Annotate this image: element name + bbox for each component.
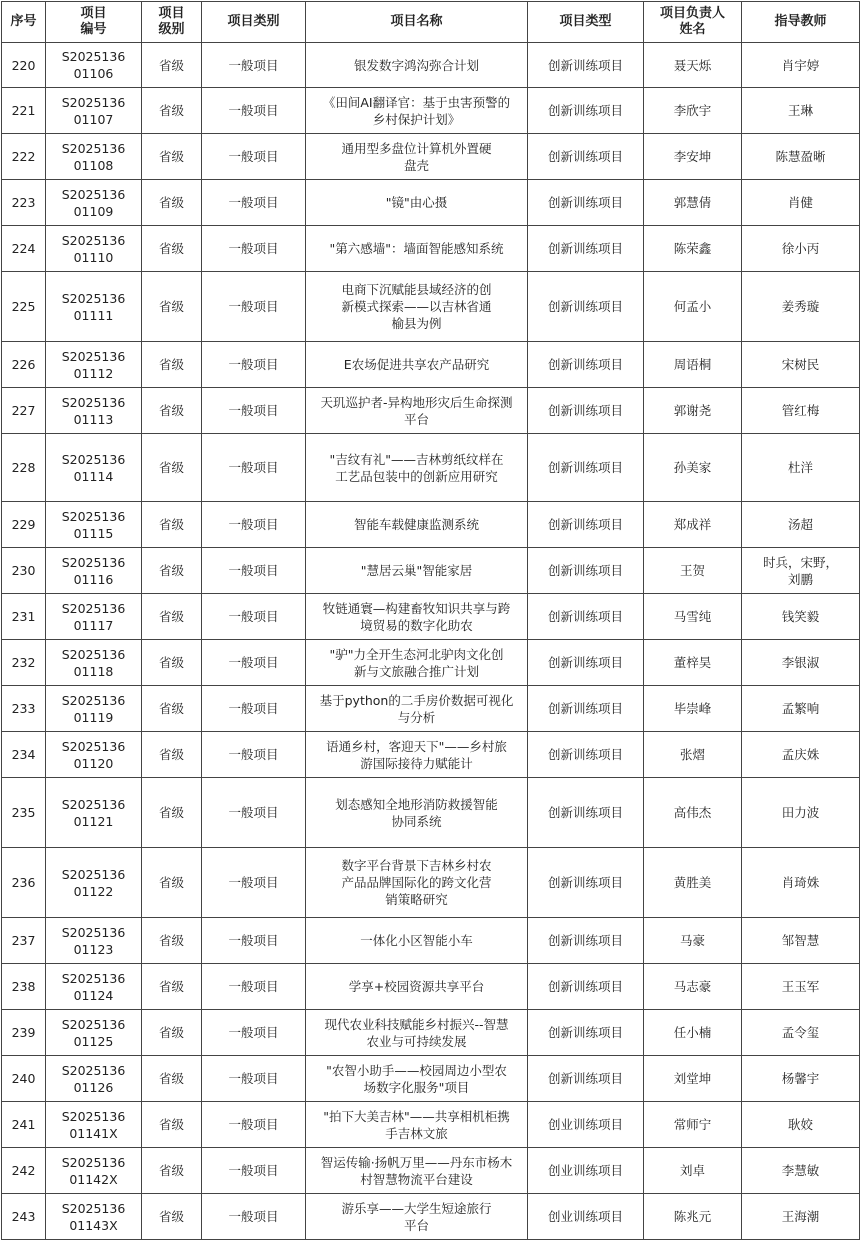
cell-level: 省级 [142,180,202,226]
cell-category: 一般项目 [202,1148,306,1194]
cell-teacher: 徐小丙 [742,226,860,272]
cell-leader: 聂天烁 [644,43,742,88]
cell-no: 224 [2,226,46,272]
cell-name: "驴"力全开生态河北驴肉文化创 新与文旅融合推广计划 [306,640,528,686]
cell-level: 省级 [142,434,202,502]
cell-code: S2025136 01113 [46,388,142,434]
table-row [2,342,860,388]
cell-type: 创新训练项目 [528,134,644,180]
cell-code: S2025136 01120 [46,732,142,778]
cell-no: 236 [2,848,46,918]
cell-code: S2025136 01122 [46,848,142,918]
cell-name: 智运传输·扬帆万里——丹东市杨木 村智慧物流平台建设 [306,1148,528,1194]
cell-teacher: 孟繁响 [742,686,860,732]
cell-type: 创新训练项目 [528,848,644,918]
cell-type: 创新训练项目 [528,342,644,388]
cell-level: 省级 [142,594,202,640]
cell-no: 240 [2,1056,46,1102]
cell-no: 237 [2,918,46,964]
cell-name: 基于python的二手房价数据可视化 与分析 [306,686,528,732]
cell-code: S2025136 01121 [46,778,142,848]
table-row [2,1102,860,1148]
cell-level: 省级 [142,1010,202,1056]
cell-level: 省级 [142,1194,202,1240]
cell-category: 一般项目 [202,43,306,88]
cell-teacher: 杨馨宇 [742,1056,860,1102]
cell-teacher: 肖琦姝 [742,848,860,918]
cell-teacher: 陈慧盈晰 [742,134,860,180]
cell-teacher: 王海潮 [742,1194,860,1240]
cell-category: 一般项目 [202,88,306,134]
cell-leader: 王贺 [644,548,742,594]
cell-no: 233 [2,686,46,732]
cell-level: 省级 [142,732,202,778]
cell-leader: 常师宁 [644,1102,742,1148]
header-leader: 项目负责人 姓名 [644,2,742,43]
cell-level: 省级 [142,640,202,686]
cell-name: 语通乡村，客迎天下"——乡村旅 游国际接待力赋能计 [306,732,528,778]
cell-teacher: 王琳 [742,88,860,134]
cell-leader: 董梓昊 [644,640,742,686]
cell-type: 创新训练项目 [528,686,644,732]
cell-level: 省级 [142,502,202,548]
header-no: 序号 [2,2,46,43]
cell-teacher: 邹智慧 [742,918,860,964]
cell-code: S2025136 01119 [46,686,142,732]
cell-name: "第六感墙"：墙面智能感知系统 [306,226,528,272]
cell-leader: 马豪 [644,918,742,964]
cell-type: 创新训练项目 [528,594,644,640]
table-row [2,686,860,732]
cell-type: 创业训练项目 [528,1194,644,1240]
cell-code: S2025136 01143X [46,1194,142,1240]
cell-category: 一般项目 [202,1194,306,1240]
cell-teacher: 李银淑 [742,640,860,686]
cell-leader: 张熠 [644,732,742,778]
table-row [2,964,860,1010]
cell-category: 一般项目 [202,226,306,272]
cell-category: 一般项目 [202,778,306,848]
cell-type: 创新训练项目 [528,732,644,778]
table-row [2,388,860,434]
cell-name: 学享+校园资源共享平台 [306,964,528,1010]
cell-code: S2025136 01142X [46,1148,142,1194]
cell-teacher: 汤超 [742,502,860,548]
cell-no: 228 [2,434,46,502]
table-row [2,43,860,88]
table-row [2,1194,860,1240]
table-row [2,134,860,180]
cell-no: 230 [2,548,46,594]
cell-teacher: 时兵，宋野， 刘鹏 [742,548,860,594]
cell-category: 一般项目 [202,180,306,226]
cell-type: 创新训练项目 [528,180,644,226]
table-row [2,1148,860,1194]
cell-category: 一般项目 [202,548,306,594]
cell-type: 创新训练项目 [528,548,644,594]
cell-name: 天玑巡护者-异构地形灾后生命探测 平台 [306,388,528,434]
cell-code: S2025136 01111 [46,272,142,342]
cell-type: 创新训练项目 [528,43,644,88]
cell-no: 235 [2,778,46,848]
cell-name: 一体化小区智能小车 [306,918,528,964]
table-row [2,88,860,134]
cell-teacher: 孟令玺 [742,1010,860,1056]
cell-leader: 何孟小 [644,272,742,342]
cell-level: 省级 [142,1102,202,1148]
cell-teacher: 田力波 [742,778,860,848]
cell-no: 222 [2,134,46,180]
cell-level: 省级 [142,686,202,732]
cell-type: 创新训练项目 [528,502,644,548]
cell-name: "慧居云巢"智能家居 [306,548,528,594]
table-row [2,640,860,686]
cell-code: S2025136 01118 [46,640,142,686]
cell-category: 一般项目 [202,848,306,918]
cell-no: 239 [2,1010,46,1056]
cell-code: S2025136 01114 [46,434,142,502]
cell-category: 一般项目 [202,342,306,388]
cell-leader: 周语桐 [644,342,742,388]
header-code: 项目 编号 [46,2,142,43]
cell-leader: 毕崇峰 [644,686,742,732]
table-row [2,594,860,640]
cell-teacher: 孟庆姝 [742,732,860,778]
cell-type: 创新训练项目 [528,434,644,502]
cell-leader: 郑成祥 [644,502,742,548]
cell-name: 智能车载健康监测系统 [306,502,528,548]
cell-no: 238 [2,964,46,1010]
header-teacher: 指导教师 [742,2,860,43]
cell-leader: 李欣宇 [644,88,742,134]
cell-name: "拍下大美吉林"——共享相机柜携 手吉林文旅 [306,1102,528,1148]
cell-teacher: 肖宇婷 [742,43,860,88]
cell-code: S2025136 01106 [46,43,142,88]
cell-level: 省级 [142,1056,202,1102]
cell-teacher: 肖健 [742,180,860,226]
cell-code: S2025136 01107 [46,88,142,134]
table-row [2,434,860,502]
cell-teacher: 宋树民 [742,342,860,388]
cell-leader: 刘堂坤 [644,1056,742,1102]
cell-level: 省级 [142,43,202,88]
cell-no: 220 [2,43,46,88]
cell-no: 225 [2,272,46,342]
table-body [2,43,860,1240]
cell-name: "农智小助手——校园周边小型农 场数字化服务"项目 [306,1056,528,1102]
cell-level: 省级 [142,388,202,434]
cell-no: 231 [2,594,46,640]
cell-level: 省级 [142,548,202,594]
cell-type: 创新训练项目 [528,1056,644,1102]
cell-leader: 黄胜美 [644,848,742,918]
cell-level: 省级 [142,342,202,388]
cell-category: 一般项目 [202,1010,306,1056]
table-row [2,272,860,342]
cell-type: 创新训练项目 [528,964,644,1010]
cell-level: 省级 [142,848,202,918]
cell-no: 229 [2,502,46,548]
cell-no: 241 [2,1102,46,1148]
cell-level: 省级 [142,88,202,134]
cell-leader: 李安坤 [644,134,742,180]
cell-teacher: 姜秀璇 [742,272,860,342]
cell-type: 创新训练项目 [528,88,644,134]
cell-type: 创新训练项目 [528,272,644,342]
cell-code: S2025136 01116 [46,548,142,594]
cell-type: 创新训练项目 [528,1010,644,1056]
cell-level: 省级 [142,134,202,180]
header-row [2,2,860,43]
cell-no: 242 [2,1148,46,1194]
cell-name: "吉纹有礼"——吉林剪纸纹样在 工艺品包装中的创新应用研究 [306,434,528,502]
cell-leader: 郭慧倩 [644,180,742,226]
project-table [1,1,860,1240]
table-row [2,1056,860,1102]
cell-code: S2025136 01109 [46,180,142,226]
header-category: 项目类别 [202,2,306,43]
cell-no: 234 [2,732,46,778]
cell-name: 数字平台背景下吉林乡村农 产品品牌国际化的跨文化营 销策略研究 [306,848,528,918]
table-row [2,918,860,964]
cell-teacher: 耿姣 [742,1102,860,1148]
cell-category: 一般项目 [202,964,306,1010]
table-row [2,732,860,778]
table-row [2,778,860,848]
cell-category: 一般项目 [202,434,306,502]
cell-teacher: 钱笑毅 [742,594,860,640]
cell-name: 游乐享——大学生短途旅行 平台 [306,1194,528,1240]
cell-leader: 刘卓 [644,1148,742,1194]
cell-no: 221 [2,88,46,134]
cell-level: 省级 [142,1148,202,1194]
table-row [2,548,860,594]
cell-leader: 任小楠 [644,1010,742,1056]
cell-category: 一般项目 [202,388,306,434]
cell-code: S2025136 01125 [46,1010,142,1056]
cell-leader: 郭谢尧 [644,388,742,434]
cell-name: 电商下沉赋能县域经济的创 新模式探索——以吉林省通 榆县为例 [306,272,528,342]
cell-leader: 高伟杰 [644,778,742,848]
cell-code: S2025136 01108 [46,134,142,180]
cell-category: 一般项目 [202,594,306,640]
cell-code: S2025136 01141X [46,1102,142,1148]
cell-code: S2025136 01112 [46,342,142,388]
cell-code: S2025136 01115 [46,502,142,548]
cell-leader: 陈兆元 [644,1194,742,1240]
cell-level: 省级 [142,918,202,964]
cell-no: 223 [2,180,46,226]
cell-type: 创新训练项目 [528,226,644,272]
table-row [2,1010,860,1056]
cell-type: 创新训练项目 [528,640,644,686]
cell-name: 银发数字鸿沟弥合计划 [306,43,528,88]
cell-leader: 孙美家 [644,434,742,502]
cell-name: 通用型多盘位计算机外置硬 盘壳 [306,134,528,180]
cell-leader: 马雪纯 [644,594,742,640]
cell-code: S2025136 01126 [46,1056,142,1102]
cell-teacher: 李慧敏 [742,1148,860,1194]
header-level: 项目 级别 [142,2,202,43]
cell-name: E农场促进共享农产品研究 [306,342,528,388]
cell-leader: 陈荣鑫 [644,226,742,272]
cell-name: 《田间AI翻译官：基于虫害预警的 乡村保护计划》 [306,88,528,134]
cell-type: 创新训练项目 [528,918,644,964]
table-row [2,502,860,548]
table-row [2,180,860,226]
cell-no: 243 [2,1194,46,1240]
cell-type: 创业训练项目 [528,1102,644,1148]
table-row [2,226,860,272]
cell-level: 省级 [142,964,202,1010]
cell-type: 创业训练项目 [528,1148,644,1194]
cell-category: 一般项目 [202,272,306,342]
cell-category: 一般项目 [202,686,306,732]
header-type: 项目类型 [528,2,644,43]
table-row [2,848,860,918]
cell-category: 一般项目 [202,502,306,548]
cell-no: 232 [2,640,46,686]
cell-name: 牧链通寰—构建畜牧知识共享与跨 境贸易的数字化助农 [306,594,528,640]
cell-code: S2025136 01124 [46,964,142,1010]
header-name: 项目名称 [306,2,528,43]
cell-code: S2025136 01117 [46,594,142,640]
cell-name: 现代农业科技赋能乡村振兴--智慧 农业与可持续发展 [306,1010,528,1056]
cell-category: 一般项目 [202,134,306,180]
cell-name: "镜"由心摄 [306,180,528,226]
cell-leader: 马志豪 [644,964,742,1010]
cell-level: 省级 [142,226,202,272]
cell-teacher: 王玉军 [742,964,860,1010]
cell-code: S2025136 01123 [46,918,142,964]
cell-name: 划态感知全地形消防救援智能 协同系统 [306,778,528,848]
cell-category: 一般项目 [202,1102,306,1148]
cell-type: 创新训练项目 [528,778,644,848]
cell-category: 一般项目 [202,640,306,686]
cell-category: 一般项目 [202,1056,306,1102]
cell-teacher: 杜洋 [742,434,860,502]
cell-no: 226 [2,342,46,388]
cell-level: 省级 [142,272,202,342]
cell-no: 227 [2,388,46,434]
cell-category: 一般项目 [202,732,306,778]
cell-level: 省级 [142,778,202,848]
cell-type: 创新训练项目 [528,388,644,434]
cell-teacher: 管红梅 [742,388,860,434]
cell-code: S2025136 01110 [46,226,142,272]
cell-category: 一般项目 [202,918,306,964]
